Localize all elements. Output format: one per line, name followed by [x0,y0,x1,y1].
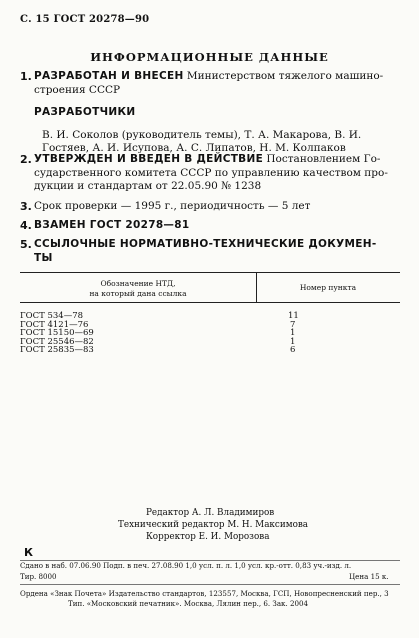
table-cell-document: ГОСТ 25546—82 [20,336,94,347]
developers-line1: В. И. Соколов (руководитель темы), Т. А. Макарова, В. И. [42,128,362,141]
table-top-rule [20,272,400,273]
section-3 [20,200,410,215]
section-2-number: 2. [20,153,32,166]
table-header-document [20,279,256,299]
section-3-text: Срок проверки — 1995 г., периодичность — 5 лет [34,200,311,212]
table-header-document-line2: на который дана ссылка [89,289,187,298]
table-cell-item: 6 [290,345,296,356]
editors-block [0,507,419,543]
section-1 [20,70,410,154]
publisher-mark: К [24,546,33,559]
table-cell-document: ГОСТ 4121—76 [20,319,89,330]
table-header-item: Номер пункта [299,283,357,292]
table-cell-item: 11 [288,311,299,321]
corrector-line: Корректор Е. И. Морозова [146,532,270,542]
section-2-line1: Постановлением Го- [266,153,381,165]
section-2 [20,153,410,198]
imprint-line1: Сдано в наб. 07.06.90 Подп. в печ. 27.08.90 1,0 усл. п. л. 1,0 усл. кр.-отт. 0,83 уч.-изд. л. [20,561,352,570]
table-body [20,312,400,355]
table-cell-item: 1 [290,328,296,339]
table-header-rule [20,302,400,303]
section-title: ИНФОРМАЦИОННЫЕ ДАННЫЕ [90,50,329,64]
imprint-publisher: Ордена «Знак Почета» Издательство стандартов, 123557, Москва, ГСП, Новопресненский пер., 3 [20,589,389,598]
imprint-price: Цена 15 к. [349,572,389,581]
section-1-line2: строения СССР [34,83,121,96]
tech-editor-line: Технический редактор М. Н. Максимова [118,520,309,530]
table-row [20,346,400,355]
editor-line: Редактор А. Л. Владимиров [146,508,275,518]
developers-line2: Гостяев, А. И. Исупова, А. С. Липатов, Н. М. Колпаков [42,142,346,154]
table-cell-document: ГОСТ 15150—69 [20,328,94,339]
section-1-line1: Министерством тяжелого машино- [186,70,384,82]
section-1-number: 1. [20,70,32,83]
section-2-lead: УТВЕРЖДЕН И ВВЕДЕН В ДЕЙСТВИЕ [34,153,264,165]
section-3-number: 3. [20,200,32,213]
page-header: С. 15 ГОСТ 20278—90 [20,14,150,25]
imprint-bottom-rule [20,584,400,585]
section-4-lead: ВЗАМЕН ГОСТ 20278—81 [34,219,190,231]
section-4-number: 4. [20,219,32,232]
section-5-number: 5. [20,238,32,251]
section-5-lead-line2: ТЫ [34,251,53,264]
section-2-line2: сударственного комитета СССР по управлению качеством про- [34,166,388,179]
table-cell-document: ГОСТ 25835—83 [20,345,94,356]
section-4 [20,219,410,234]
table-header-document-line1: Обозначение НТД, [100,279,176,288]
table-cell-item: 1 [290,336,296,347]
section-1-lead: РАЗРАБОТАН И ВНЕСЕН [34,70,184,82]
imprint-print-run: Тир. 8000 [20,572,57,581]
table-cell-item: 7 [290,319,296,330]
developers-heading: РАЗРАБОТЧИКИ [34,106,136,118]
table-cell-document: ГОСТ 534—78 [20,311,84,321]
imprint-printing-house: Тип. «Московский печатник». Москва, Лялин пер., 6. Зак. 2004 [68,599,309,608]
section-2-line3: дукции и стандартам от 22.05.90 № 1238 [34,180,262,192]
section-5-lead-line1: ССЫЛОЧНЫЕ НОРМАТИВНО-ТЕХНИЧЕСКИЕ ДОКУМЕН- [34,238,377,250]
section-5 [20,238,410,268]
